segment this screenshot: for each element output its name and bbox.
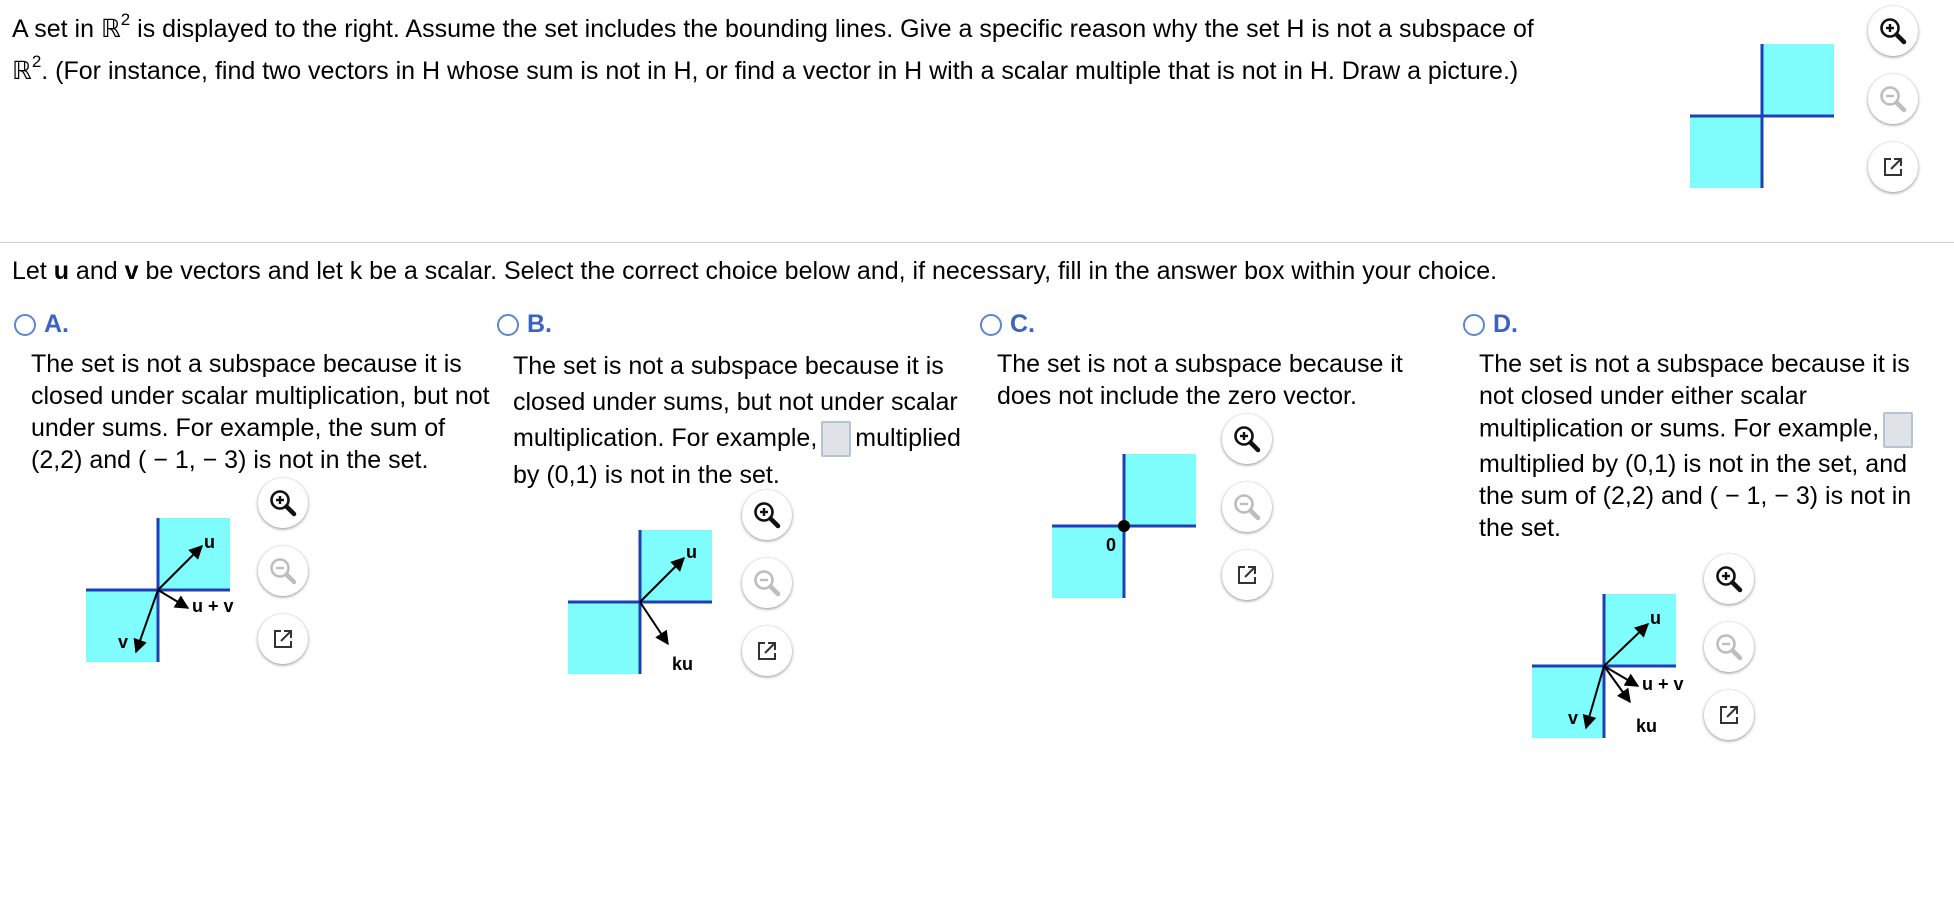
radio-c[interactable] bbox=[980, 314, 1002, 336]
zoom-out-icon bbox=[267, 555, 299, 587]
choice-c-figure bbox=[1046, 450, 1206, 605]
radio-a[interactable] bbox=[14, 314, 36, 336]
divider bbox=[0, 242, 1954, 243]
choice-d-figure bbox=[1526, 588, 1706, 748]
choice-c-popout-button[interactable] bbox=[1222, 550, 1272, 600]
bold-v: v bbox=[124, 257, 139, 285]
choice-c-zoom-out-button[interactable] bbox=[1222, 482, 1272, 532]
choice-d-letter: D. bbox=[1493, 310, 1518, 338]
label-uv-a: u + v bbox=[192, 596, 234, 616]
choice-d[interactable] bbox=[1463, 310, 1518, 339]
open-popup-button[interactable] bbox=[1868, 142, 1918, 192]
zoom-in-icon bbox=[267, 487, 299, 519]
choice-b-popout-button[interactable] bbox=[742, 626, 792, 676]
choice-a-zoom-out-button[interactable] bbox=[258, 546, 308, 596]
zoom-out-icon bbox=[751, 567, 783, 599]
zoom-out-icon bbox=[1877, 83, 1909, 115]
choice-a[interactable] bbox=[14, 310, 69, 339]
popout-icon bbox=[269, 625, 297, 653]
zoom-in-button[interactable] bbox=[1868, 6, 1918, 56]
choice-b-text: The set is not a subspace because it is closed under sums, but not under scalar multiplication. For example, multiplied by (0,1) is not in the set. bbox=[513, 352, 961, 490]
zero-point bbox=[1118, 520, 1130, 532]
r-exponent: 2 bbox=[120, 10, 131, 30]
instruction-text: Let u and v be vectors and let k be a scalar. Select the correct choice below and, if necessary, fill in the answer box within your choice. bbox=[12, 257, 1498, 285]
radio-b[interactable] bbox=[497, 314, 519, 336]
label-u-d: u bbox=[1650, 608, 1661, 628]
label-u-b: u bbox=[686, 542, 697, 562]
r-exponent-2: 2 bbox=[31, 52, 42, 72]
choice-a-text: The set is not a subspace because it is closed under scalar multiplication, but not under sums. For example, the sum of (2,2) and ( − 1, − 3) is not in the set. bbox=[31, 350, 490, 474]
r-symbol-2: ℝ bbox=[12, 57, 32, 85]
choice-b[interactable] bbox=[497, 310, 552, 339]
zoom-in-icon bbox=[1877, 15, 1909, 47]
label-ku-b: ku bbox=[672, 654, 694, 674]
label-v-d: v bbox=[1568, 708, 1579, 728]
label-u-a: u bbox=[204, 532, 215, 552]
zoom-out-button[interactable] bbox=[1868, 74, 1918, 124]
radio-d[interactable] bbox=[1463, 314, 1485, 336]
label-zero-c: 0 bbox=[1106, 535, 1117, 555]
choice-a-figure bbox=[80, 512, 260, 662]
choice-a-letter: A. bbox=[44, 310, 69, 338]
label-uv-d: u + v bbox=[1642, 674, 1684, 694]
popout-icon bbox=[753, 637, 781, 665]
question-text bbox=[12, 8, 1652, 92]
choice-b-zoom-in-button[interactable] bbox=[742, 490, 792, 540]
zoom-in-icon bbox=[751, 499, 783, 531]
label-v-a: v bbox=[118, 632, 129, 652]
choice-c-letter: C. bbox=[1010, 310, 1035, 338]
choice-d-zoom-out-button[interactable] bbox=[1704, 622, 1754, 672]
choice-a-zoom-in-button[interactable] bbox=[258, 478, 308, 528]
choice-b-figure bbox=[562, 524, 742, 674]
question-part3: . (For instance, find two vectors in H whose sum is not in H, or find a vector in H with a scalar multiple that is not in H. Draw a picture.) bbox=[41, 57, 1519, 85]
question-part2: is displayed to the right. Assume the set includes the bounding lines. Give a specific reason why the set H is not a subspace of bbox=[130, 15, 1534, 43]
choice-d-popout-button[interactable] bbox=[1704, 690, 1754, 740]
question-part1: A set in bbox=[12, 15, 101, 43]
choice-a-popout-button[interactable] bbox=[258, 614, 308, 664]
choice-c-text: The set is not a subspace because it does not include the zero vector. bbox=[997, 350, 1403, 410]
choice-c[interactable] bbox=[980, 310, 1035, 339]
main-set-figure bbox=[1690, 40, 1850, 200]
choice-b-letter: B. bbox=[527, 310, 552, 338]
bold-u: u bbox=[53, 257, 69, 285]
popout-icon bbox=[1233, 561, 1261, 589]
choice-d-answer-box[interactable] bbox=[1883, 412, 1913, 448]
popout-icon bbox=[1879, 153, 1907, 181]
choice-b-answer-box[interactable] bbox=[821, 421, 851, 457]
zoom-in-icon bbox=[1231, 423, 1263, 455]
r-symbol: ℝ bbox=[100, 15, 121, 43]
choice-c-zoom-in-button[interactable] bbox=[1222, 414, 1272, 464]
zoom-in-icon bbox=[1713, 563, 1745, 595]
popout-icon bbox=[1715, 701, 1743, 729]
zoom-out-icon bbox=[1713, 631, 1745, 663]
label-ku-d: ku bbox=[1636, 716, 1658, 736]
zoom-out-icon bbox=[1231, 491, 1263, 523]
choice-d-text: The set is not a subspace because it is not closed under either scalar multiplication or sums. For example,multiplied by (0,1) is not in the set, and the sum of (2,2) and ( − 1, − 3) is not in the set. bbox=[1479, 350, 1912, 542]
choice-b-zoom-out-button[interactable] bbox=[742, 558, 792, 608]
choice-d-zoom-in-button[interactable] bbox=[1704, 554, 1754, 604]
